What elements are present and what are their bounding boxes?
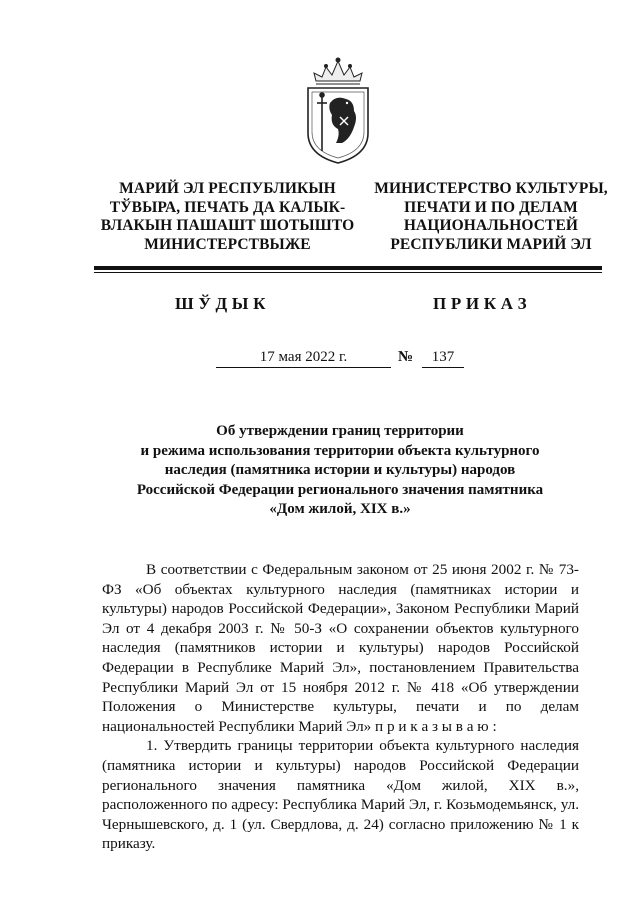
doc-type-right: П Р И К А З <box>433 294 527 313</box>
order-subject: Об утверждении границ территории и режима использования территории объекта культурного наследия (памятника истории и культуры) народов Российской Федерации регионального значения памятника «Дом жилой, XIX в.» <box>136 423 544 517</box>
coat-of-arms-emblem <box>300 55 376 165</box>
right-organization-name: МИНИСТЕРСТВО КУЛЬТУРЫ, ПЕЧАТИ И ПО ДЕЛАМ НАЦИОНАЛЬНОСТЕЙ РЕСПУБЛИКИ МАРИЙ ЭЛ <box>374 180 608 253</box>
header-divider-thick <box>94 266 602 270</box>
left-organization-name: МАРИЙ ЭЛ РЕСПУБЛИКЫН ТЎВЫРА, ПЕЧАТЬ ДА КАЛЫК- ВЛАКЫН ПАШАШТ ШОТЫШТО МИНИСТЕРСТВЫЖЕ <box>100 180 355 253</box>
doc-type-left: Ш Ў Д Ы К <box>175 294 266 313</box>
order-date: 17 мая 2022 г. <box>216 348 391 368</box>
crown-icon <box>314 58 362 84</box>
clause-1-paragraph: 1. Утвердить границы территории объекта культурного наследия (памятника истории и культуры) народов Российской Федерации регионального значения памятника «Дом жилой, XIX в.», расположенного по адресу: Республика Марий Эл, г. Козьмодемьянск, ул. Чернышевского, д. 1 (ул. Свердлова, д. 24) согласно приложению № 1 к приказу. <box>102 737 579 853</box>
order-number: 137 <box>422 348 464 368</box>
order-body <box>102 560 579 854</box>
number-sign: № <box>398 349 414 365</box>
header-divider-thin <box>94 272 602 273</box>
preamble-paragraph: В соответствии с Федеральным законом от 25 июня 2002 г. № 73-ФЗ «Об объектах культурного наследия (памятниках истории и культуры) народов Российской Федерации», Законом Республики Марий Эл от 4 декабря 2003 г. № 50-З «О сохранении объектов культурного наследия (памятников истории и культуры) народов Российской Федерации в Республике Марий Эл», постановлением Правительства Республики Марий Эл от 15 ноября 2012 г. № 418 «Об утверждении Положения о Министерстве культуры, печати и по делам национальностей Республики Марий Эл» п р и к а з ы в а ю : <box>102 561 579 735</box>
